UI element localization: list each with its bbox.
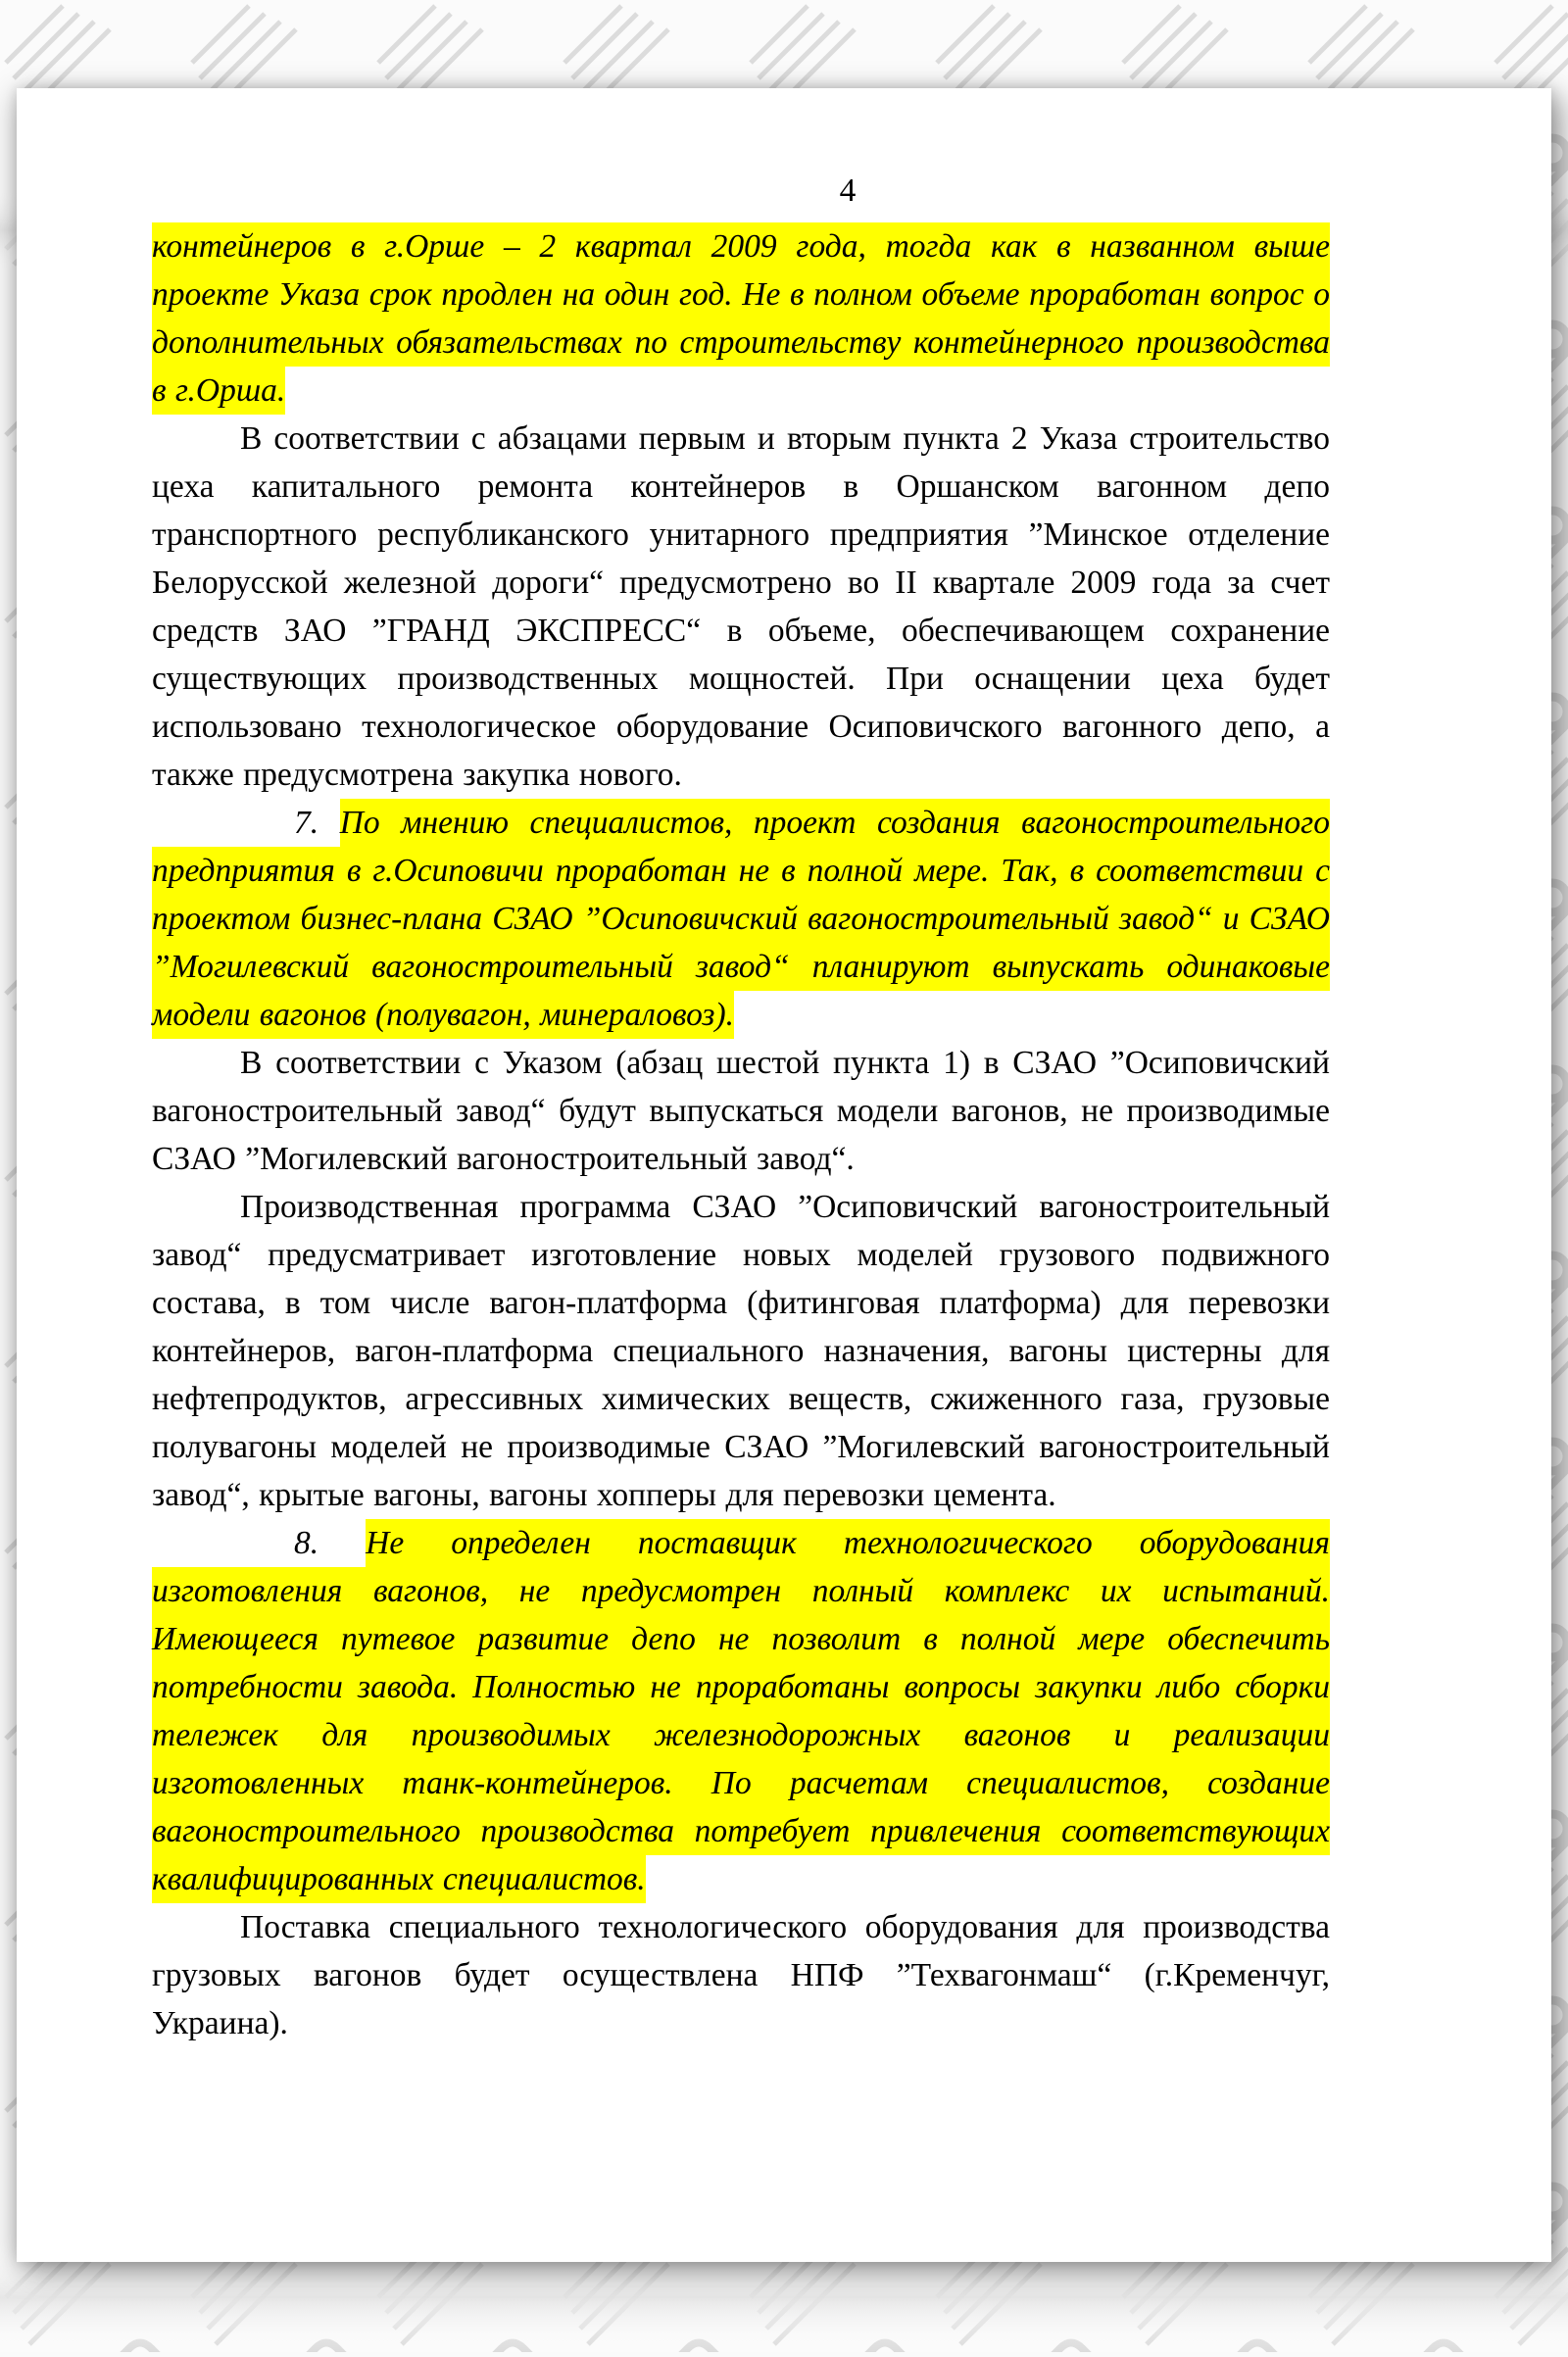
paragraph-text: В соответствии с Указом (абзац шестой пункта 1) в СЗАО ”Осиповичский вагоностроительный завод“ будут выпускаться модели вагонов, не производимые СЗАО ”Могилевский вагоностроительный завод“. xyxy=(152,1045,1330,1177)
paragraph-text: Не определен поставщик технологического оборудования изготовления вагонов, не предусмотрен полный комплекс их испытаний. Имеющееся путевое развитие депо не позволит в полной мере обеспечить потребности завода. Полностью не проработаны вопросы закупки либо сборки тележек для производимых железнодорожных вагонов и реализации изготовленных танк-контейнеров. По расчетам специалистов, создание вагоностроительного производства потребует привлечения соответствующих квалифицированных специалистов. xyxy=(152,1519,1330,1903)
paragraph-6 xyxy=(152,1519,1330,1903)
paragraph-text: Поставка специального технологического оборудования для производства грузовых вагонов будет осуществлена НПФ ”Техвагонмаш“ (г.Кременчуг, Украина). xyxy=(152,1909,1330,2041)
paragraph-7 xyxy=(152,1903,1330,2047)
paragraph-number: 8. xyxy=(294,1525,367,1561)
paragraph-text: По мнению специалистов, проект создания вагоностроительного предприятия в г.Осиповичи проработан не в полной мере. Так, в соответствии с проектом бизнес-плана СЗАО ”Осиповичский вагоностроительный завод“ и СЗАО ”Могилевский вагоностроительный завод“ планируют выпускать одинаковые модели вагонов (полувагон, минераловоз). xyxy=(152,799,1330,1039)
paragraph-number: 7. xyxy=(294,805,340,841)
paragraph-4 xyxy=(152,1039,1330,1183)
paragraph-text: Производственная программа СЗАО ”Осиповичский вагоностроительный завод“ предусматривает изготовление новых моделей грузового подвижного состава, в том числе вагон-платформа (фитинговая платформа) для перевозки контейнеров, вагон-платформа специального назначения, вагоны цистерны для нефтепродуктов, агрессивных химических веществ, сжиженного газа, грузовые полувагоны моделей не производимые СЗАО ”Могилевский вагоностроительный завод“, крытые вагоны, вагоны хопперы для перевозки цемента. xyxy=(152,1189,1330,1513)
paragraph-text: контейнеров в г.Орше – 2 квартал 2009 года, тогда как в названном выше проекте Указа срок продлен на один год. Не в полном объеме проработан вопрос о дополнительных обязательствах по строительству контейнерного производства в г.Орша. xyxy=(152,222,1330,415)
document-body xyxy=(152,88,1330,2047)
paragraph-1 xyxy=(152,222,1330,415)
paragraph-3 xyxy=(152,799,1330,1039)
document-page xyxy=(17,88,1551,2262)
paragraph-text: В соответствии с абзацами первым и вторым пункта 2 Указа строительство цеха капитального ремонта контейнеров в Оршанском вагонном депо транспортного республиканского унитарного предприятия ”Минское отделение Белорусской железной дороги“ предусмотрено во II квартале 2009 года за счет средств ЗАО ”ГРАНД ЭКСПРЕСС“ в объеме, обеспечивающем сохранение существующих производственных мощностей. При оснащении цеха будет использовано технологическое оборудование Осиповичского вагонного депо, а также предусмотрена закупка нового. xyxy=(152,420,1330,793)
paragraph-5 xyxy=(152,1183,1330,1519)
page-number: 4 xyxy=(839,172,857,209)
paragraph-2 xyxy=(152,415,1330,799)
